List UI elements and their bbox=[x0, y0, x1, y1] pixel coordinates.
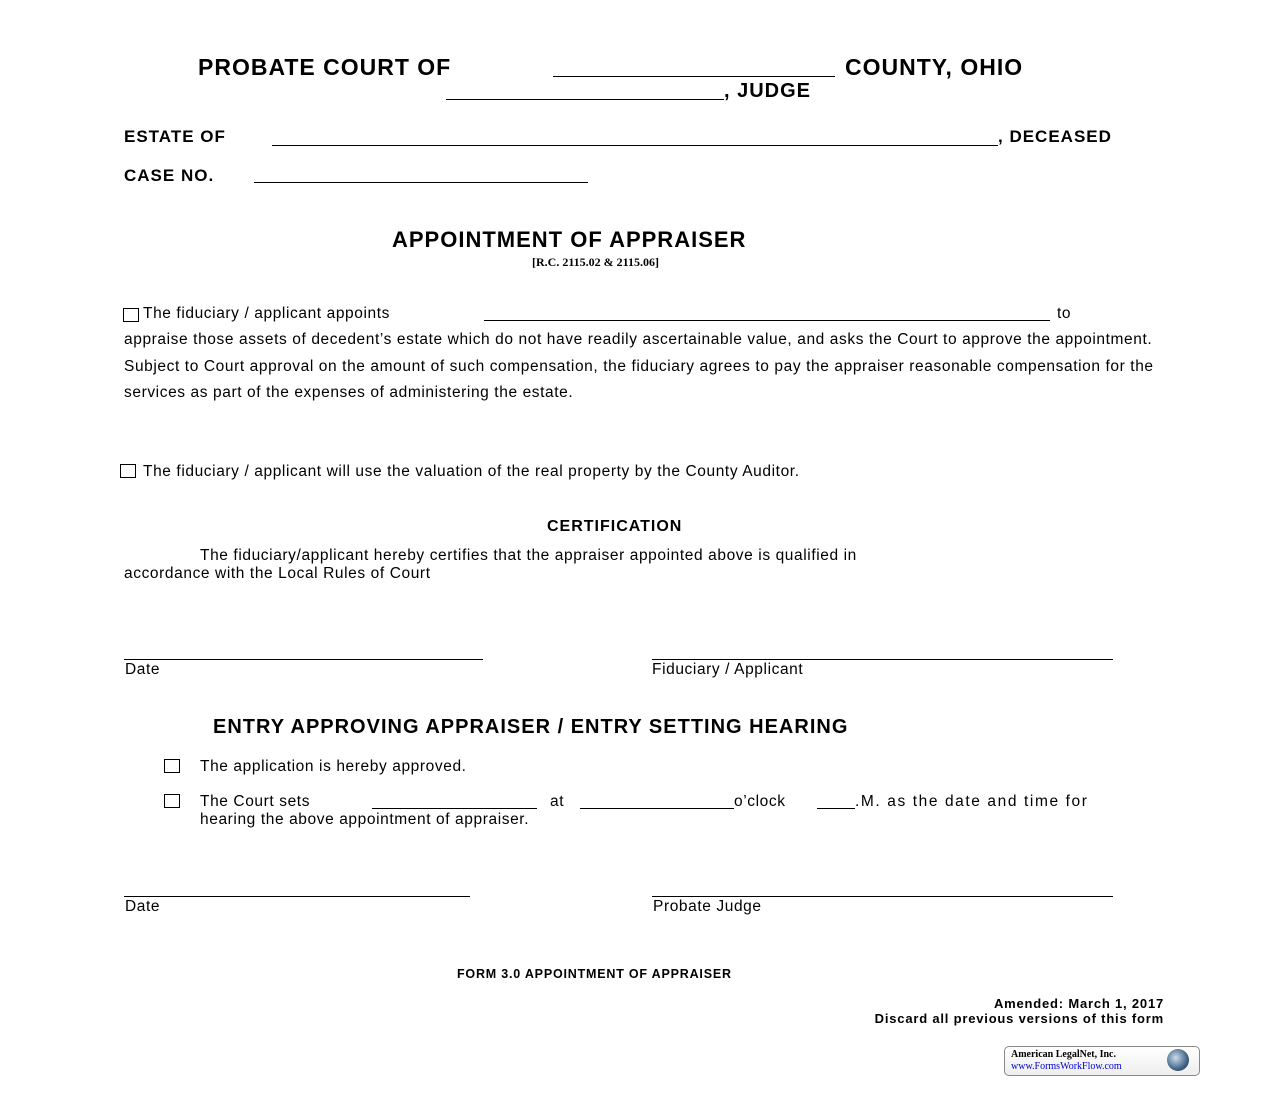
option1-text: appraise those assets of decedent’s estate which do not have readily ascertainable value, and asks the Court to approve the appointment. Subject to Court approval on the amount of such compensation, the fiduciary agrees to pay the appraiser reasonable compensation for the services as part of the expenses of administering the estate. bbox=[124, 331, 1154, 401]
americanlegalnet-logo[interactable] bbox=[1004, 1046, 1200, 1076]
deceased-label: , DECEASED bbox=[998, 127, 1112, 146]
globe-icon bbox=[1167, 1049, 1189, 1071]
m-text: .M. as the date and time for bbox=[855, 793, 1089, 810]
county-auditor-checkbox[interactable] bbox=[120, 464, 136, 478]
certification-text: The fiduciary/applicant hereby certifies that the appraiser appointed above is qualified in bbox=[200, 547, 857, 564]
option1-to: to bbox=[1057, 305, 1072, 322]
estate-name-field[interactable] bbox=[272, 145, 998, 146]
statute-ref: [R.C. 2115.02 & 2115.06] bbox=[532, 255, 659, 269]
amended-date: Amended: March 1, 2017 bbox=[993, 996, 1164, 1011]
estate-label: ESTATE OF bbox=[124, 127, 226, 146]
hearing-text: hearing the above appointment of appraiser. bbox=[200, 811, 530, 828]
judge-label: , JUDGE bbox=[724, 80, 812, 102]
appoint-appraiser-checkbox[interactable] bbox=[123, 308, 139, 322]
approved-checkbox[interactable] bbox=[164, 759, 180, 773]
judge-signature-field[interactable] bbox=[652, 896, 1113, 897]
discard-notice: Discard all previous versions of this form bbox=[874, 1011, 1164, 1026]
am-pm-field[interactable] bbox=[817, 808, 855, 809]
judge-name-field[interactable] bbox=[446, 99, 724, 100]
cert-date-field[interactable] bbox=[124, 659, 483, 660]
entry-date-field[interactable] bbox=[124, 896, 470, 897]
entry-heading: ENTRY APPROVING APPRAISER / ENTRY SETTING HEARING bbox=[213, 716, 849, 738]
cert-date-label: Date bbox=[125, 661, 161, 678]
certification-heading: CERTIFICATION bbox=[547, 518, 683, 535]
court-prefix: PROBATE COURT OF bbox=[198, 54, 452, 80]
case-label: CASE NO. bbox=[124, 166, 215, 185]
form-number: FORM 3.0 APPOINTMENT OF APPRAISER bbox=[457, 967, 732, 981]
court-suffix: COUNTY, OHIO bbox=[845, 54, 1024, 80]
certification-text-2: accordance with the Local Rules of Court bbox=[124, 565, 431, 582]
approved-text: The application is hereby approved. bbox=[200, 758, 467, 775]
oclock-text: o’clock bbox=[734, 793, 786, 810]
case-number-field[interactable] bbox=[254, 182, 588, 183]
hearing-checkbox[interactable] bbox=[164, 794, 180, 808]
option1-first: The fiduciary / applicant appoints bbox=[143, 305, 391, 322]
hearing-date-field[interactable] bbox=[372, 808, 537, 809]
at-text: at bbox=[550, 793, 565, 810]
fiduciary-label: Fiduciary / Applicant bbox=[652, 661, 804, 678]
county-field[interactable] bbox=[553, 76, 835, 77]
option2-text: The fiduciary / applicant will use the valuation of the real property by the County Auditor. bbox=[143, 463, 800, 480]
fiduciary-signature-field[interactable] bbox=[652, 659, 1113, 660]
logo-company: American LegalNet, Inc. bbox=[1011, 1049, 1116, 1060]
probate-judge-label: Probate Judge bbox=[653, 898, 762, 915]
court-sets-text: The Court sets bbox=[200, 793, 311, 810]
entry-date-label: Date bbox=[125, 898, 161, 915]
form-title: APPOINTMENT OF APPRAISER bbox=[392, 227, 747, 252]
appraiser-name-field[interactable] bbox=[484, 320, 1050, 321]
logo-url[interactable]: www.FormsWorkFlow.com bbox=[1011, 1061, 1122, 1072]
hearing-time-field[interactable] bbox=[580, 808, 734, 809]
